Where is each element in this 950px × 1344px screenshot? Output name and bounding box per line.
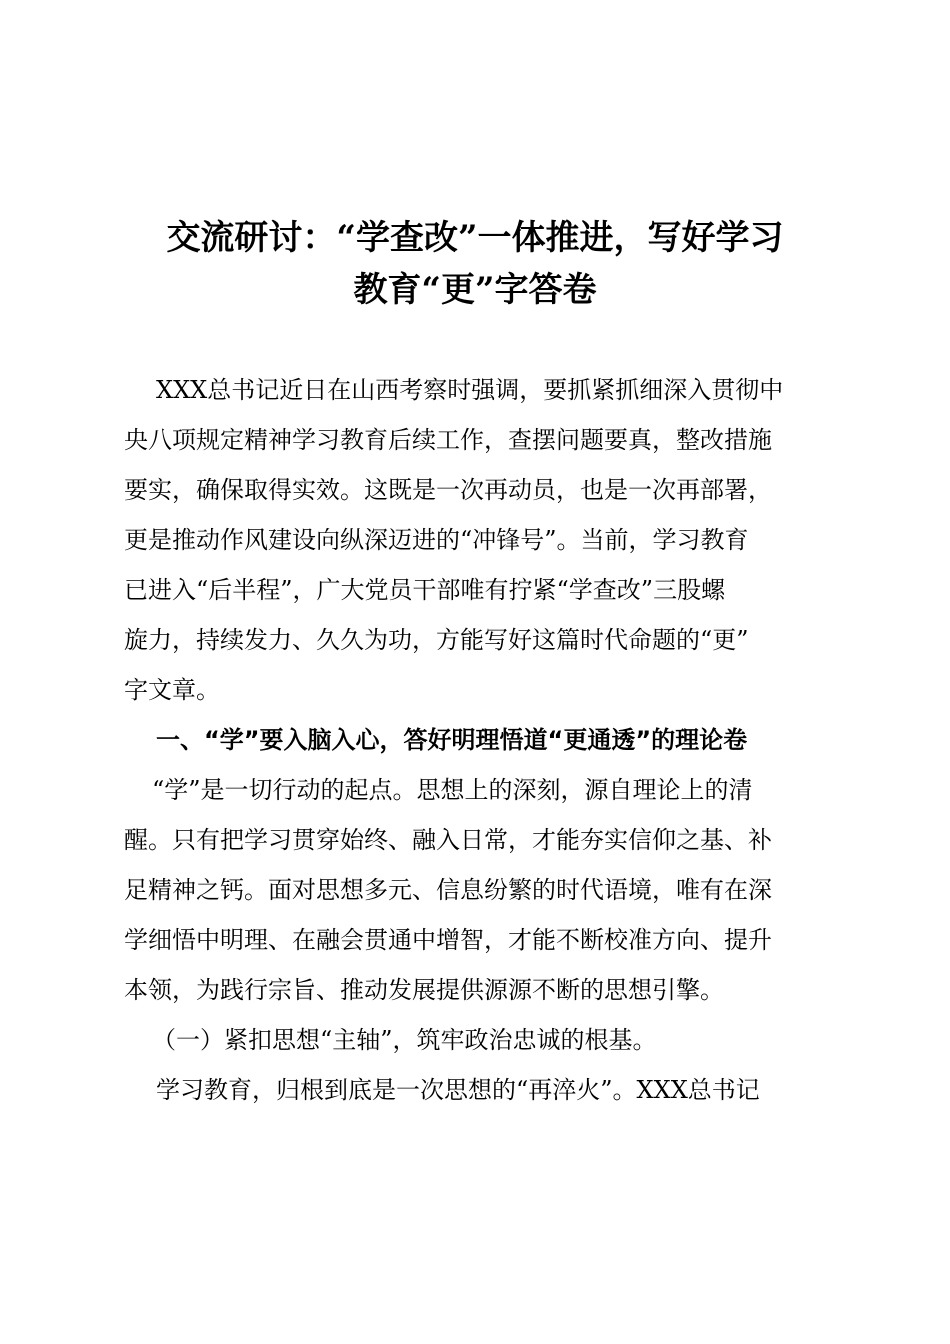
section-heading-1: 一、“学”要入脑入心，答好明理悟道“更通透”的理论卷 <box>156 726 748 754</box>
paragraph-3-line-1: 学习教育，归根到底是一次思想的“再淬火”。XXX总书记 <box>156 1076 760 1104</box>
paragraph-1-line-1: XXX总书记近日在山西考察时强调，要抓紧抓细深入贯彻中 <box>156 376 784 404</box>
paragraph-1-line-5: 已进入“后半程”，广大党员干部唯有拧紧“学查改”三股螺 <box>124 576 726 604</box>
paragraph-1-line-4: 更是推动作风建设向纵深迈进的“冲锋号”。当前，学习教育 <box>124 526 749 554</box>
document-title-line-2: 教育“更”字答卷 <box>353 270 597 310</box>
paragraph-1-line-2: 央八项规定精神学习教育后续工作，查摆问题要真，整改措施 <box>124 426 772 454</box>
paragraph-1-line-7: 字文章。 <box>124 676 220 704</box>
paragraph-2-line-1: “学”是一切行动的起点。思想上的深刻，源自理论上的清 <box>152 776 753 804</box>
paragraph-2-line-2: 醒。只有把学习贯穿始终、融入日常，才能夯实信仰之基、补 <box>124 826 772 854</box>
document-title-line-1: 交流研讨：“学查改”一体推进，写好学习 <box>166 218 784 258</box>
paragraph-2-line-3: 足精神之钙。面对思想多元、信息纷繁的时代语境，唯有在深 <box>124 876 772 904</box>
paragraph-2-line-5: 本领，为践行宗旨、推动发展提供源源不断的思想引擎。 <box>124 976 724 1004</box>
paragraph-1-line-6: 旋力，持续发力、久久为功，方能写好这篇时代命题的“更” <box>124 626 749 654</box>
paragraph-1-line-3: 要实，确保取得实效。这既是一次再动员，也是一次再部署， <box>124 476 772 504</box>
paragraph-2-line-4: 学细悟中明理、在融会贯通中增智，才能不断校准方向、提升 <box>124 926 772 954</box>
subsection-heading-1: （一）紧扣思想“主轴”，筑牢政治忠诚的根基。 <box>152 1026 657 1054</box>
